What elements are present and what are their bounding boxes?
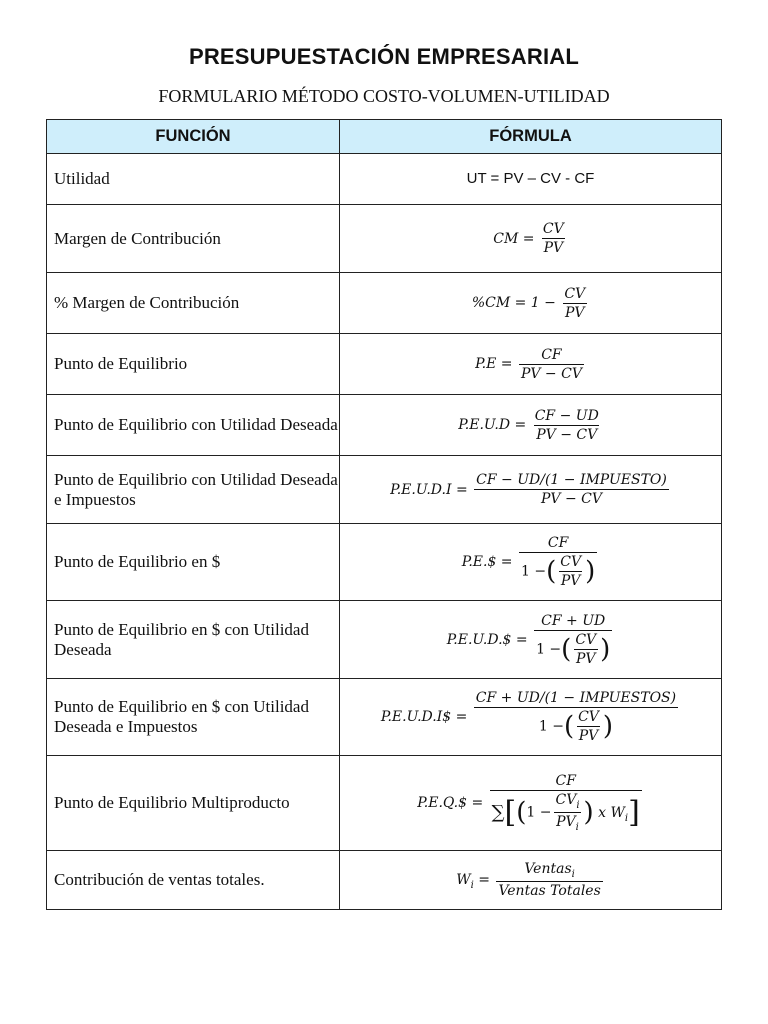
- inner-numerator: CV: [578, 709, 599, 725]
- denominator: 1 −( $\frac{CV}{PV}$ ): [474, 707, 678, 744]
- formula-lhs: P.E.U.D.I =: [390, 481, 468, 498]
- formula-cell: [340, 395, 722, 456]
- fraction: [533, 408, 601, 443]
- function-label: Punto de Equilibrio en $ con Utilidad Deseada: [47, 601, 340, 679]
- denominator-suffix: x $W_i$: [598, 804, 629, 824]
- formula-lhs: P.E.U.D.I$ =: [380, 709, 468, 725]
- numerator: CF − UD: [534, 407, 599, 424]
- formula-cell: [340, 205, 722, 273]
- numerator: Ventas$_i$: [524, 861, 575, 880]
- inner-numerator: CV: [575, 631, 597, 648]
- column-header-formula: FÓRMULA: [340, 120, 722, 154]
- table-row: [47, 395, 722, 456]
- fraction: [519, 347, 584, 382]
- table-row: [47, 756, 722, 851]
- formula-cell: [340, 154, 722, 205]
- formula-text: UT = PV – CV - CF: [466, 170, 595, 187]
- table-row: [47, 334, 722, 395]
- page-subtitle: FORMULARIO MÉTODO COSTO-VOLUMEN-UTILIDAD: [158, 86, 610, 106]
- function-label: % Margen de Contribución: [47, 273, 340, 334]
- inner-denominator: $PV_i$: [556, 814, 579, 833]
- formula-lhs: P.E.Q.$ =: [417, 795, 484, 811]
- formula-cell: [340, 273, 722, 334]
- numerator: CV: [564, 285, 586, 302]
- formula-cell: [340, 456, 722, 524]
- denominator-prefix: 1 −: [521, 563, 547, 580]
- inner-numerator: CV: [560, 554, 582, 570]
- formula: [417, 773, 644, 833]
- inner-numerator: $CV_i$: [555, 792, 580, 811]
- denominator-prefix: 1 −: [536, 641, 562, 657]
- table-row: [47, 273, 722, 334]
- column-header-function: FUNCIÓN: [47, 120, 340, 154]
- numerator: CF: [547, 535, 569, 551]
- denominator: PV: [564, 304, 585, 321]
- function-label: Punto de Equilibrio: [47, 334, 340, 395]
- denominator: PV: [543, 240, 564, 256]
- function-label: Utilidad: [47, 154, 340, 205]
- formula: [471, 285, 589, 321]
- numerator: CF + UD/(1 − IMPUESTOS): [475, 690, 677, 706]
- formula-cell: [340, 679, 722, 756]
- fraction: [541, 221, 566, 256]
- numerator: CF + UD: [541, 612, 606, 629]
- inner-fraction: [554, 792, 582, 833]
- denominator: Ventas Totales: [498, 882, 601, 899]
- fraction: [474, 690, 678, 744]
- denominator: PV − CV: [520, 365, 582, 382]
- numerator: CF: [555, 773, 576, 790]
- function-label: Contribución de ventas totales.: [47, 851, 340, 910]
- formula-lhs: %CM = 1 −: [471, 295, 556, 311]
- formula: [493, 221, 568, 256]
- fraction: [562, 286, 587, 321]
- formula-cell: [340, 334, 722, 395]
- sigma-symbol: ∑: [491, 802, 505, 823]
- inner-fraction: [576, 709, 601, 744]
- inner-denominator: PV: [575, 650, 596, 667]
- denominator: 1 −( $\frac{CV}{PV}$ ): [536, 631, 611, 667]
- function-label: Punto de Equilibrio con Utilidad Deseada: [47, 395, 340, 456]
- formula-lhs: CM =: [493, 230, 535, 247]
- formula: [380, 690, 680, 744]
- formula: [390, 472, 671, 507]
- denominator-prefix: 1 −: [538, 718, 564, 735]
- denominator: PV − CV: [474, 489, 669, 507]
- numerator: CV: [542, 221, 564, 237]
- table-row: [47, 205, 722, 273]
- table-row: [47, 456, 722, 524]
- formula: [458, 407, 603, 443]
- inner-denominator: PV: [560, 573, 581, 589]
- table-row: [47, 154, 722, 205]
- denominator-prefix: 1 −: [526, 804, 552, 821]
- table-row: [47, 524, 722, 601]
- fraction: [519, 535, 597, 589]
- denominator: ∑[(1 − $\frac{CV_i}{PV_i}$ ) x $W_i$]: [491, 792, 640, 833]
- formula-lhs: P.E.U.D.$ =: [446, 631, 528, 648]
- formula-lhs: $W_i$: [456, 871, 474, 891]
- function-label: Punto de Equilibrio Multiproducto: [47, 756, 340, 851]
- table-row: [47, 601, 722, 679]
- denominator: PV − CV: [536, 426, 598, 443]
- fraction: [496, 861, 602, 899]
- formula-lhs: P.E.U.D =: [458, 417, 527, 433]
- fraction: [490, 773, 642, 833]
- fraction: [534, 613, 612, 667]
- formula-table: [46, 119, 722, 910]
- table-row: [47, 851, 722, 910]
- function-label: Margen de Contribución: [47, 205, 340, 273]
- function-label: Punto de Equilibrio en $ con Utilidad Deseada e Impuestos: [47, 679, 340, 756]
- formula-lhs: P.E =: [475, 356, 513, 372]
- formula: [461, 535, 599, 589]
- denominator: 1 −( $\frac{CV}{PV}$ ): [521, 554, 596, 589]
- formula-cell: [340, 756, 722, 851]
- formula-cell: [340, 601, 722, 679]
- function-label: Punto de Equilibrio en $: [47, 524, 340, 601]
- numerator: CF − UD/(1 − IMPUESTO): [476, 472, 667, 488]
- numerator: CF: [541, 346, 562, 363]
- table-row: [47, 679, 722, 756]
- formula-cell: [340, 851, 722, 910]
- formula-lhs: P.E.$ =: [461, 554, 513, 570]
- formula: $W_i$ = $\frac{Ventas_i}{\text{Ventas Totales}}$: [456, 861, 601, 899]
- formula: [446, 612, 615, 667]
- page-title: PRESUPUESTACIÓN EMPRESARIAL: [188, 44, 580, 69]
- inner-denominator: PV: [578, 728, 599, 744]
- function-label: Punto de Equilibrio con Utilidad Deseada e Impuestos: [47, 456, 340, 524]
- table-header-row: [47, 120, 722, 154]
- inner-fraction: [558, 554, 583, 589]
- fraction: [474, 472, 669, 507]
- inner-fraction: [573, 632, 598, 667]
- formula: [475, 346, 586, 382]
- formula-cell: [340, 524, 722, 601]
